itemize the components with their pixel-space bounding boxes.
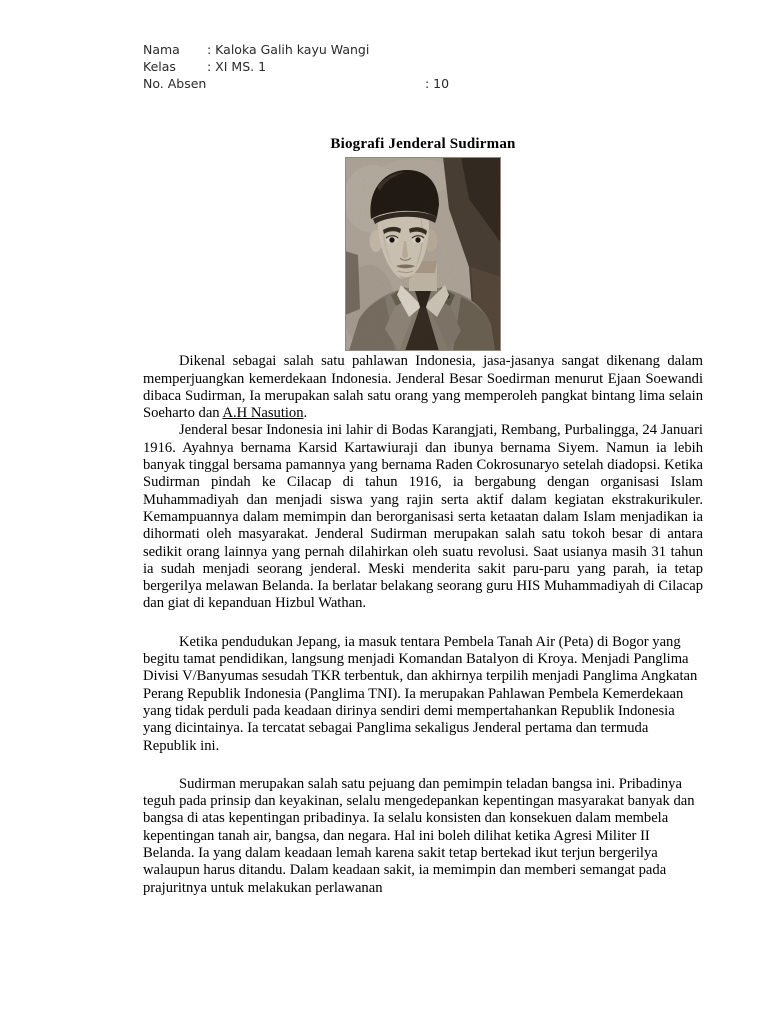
paragraph-military-career: Ketika pendudukan Jepang, ia masuk tentara Pembela Tanah Air (Peta) di Bogor yang begitu tamat pendidikan, langsung menjadi Komandan Batalyon di Kroya. Menjadi Panglima Divisi V/Banyumas sesudah TKR terbentuk, dan akhirnya terpilih menjadi Panglima Angkatan Perang Republik Indonesia (Panglima TNI). Ia merupakan Pahlawan Pembela Kemerdekaan yang tidak perduli pada keadaan dirinya sendiri demi mempertahankan Republik Indonesia yang dicintainya. Ia tercatat sebagai Panglima sekaligus Jenderal pertama dan termuda Republik ini. xyxy=(143,633,698,754)
absen-label: No. Absen xyxy=(143,76,207,91)
student-header xyxy=(143,41,703,92)
kelas-label: Kelas xyxy=(143,59,176,74)
page-title: Biografi Jenderal Sudirman xyxy=(330,136,516,152)
absen-value: : 10 xyxy=(425,76,450,91)
paragraph-leadership: Sudirman merupakan salah satu pejuang dan pemimpin teladan bangsa ini. Pribadinya teguh pada prinsip dan keyakinan, selalu mengedepankan kepentingan masyarakat banyak dan bangsa di atas kepentingan pribadinya. Ia selalu konsisten dan konsekuen dalam membela kepentingan tanah air, bangsa, dan negara. Hal ini boleh dilihat ketika Agresi Militer II Belanda. Ia yang dalam keadaan lemah karena sakit tetap bertekad ikut terjun bergerilya walaupun harus ditandu. Dalam keadaan sakit, ia memimpin dan memberi semangat pada prajuritnya untuk melakukan perlawanan xyxy=(143,775,695,896)
header-row-kelas xyxy=(143,58,703,75)
paragraph-intro-period: . xyxy=(303,405,308,422)
header-row-absen xyxy=(143,75,703,92)
sudirman-portrait-photo xyxy=(345,157,501,351)
kelas-value: : XI MS. 1 xyxy=(207,59,267,74)
portrait-photo-image xyxy=(345,157,501,351)
header-row-nama xyxy=(143,41,703,58)
paragraph-early-life: Jenderal besar Indonesia ini lahir di Bodas Karangjati, Rembang, Purbalingga, 24 Januari 1916. Ayahnya bernama Karsid Kartawiuraji dan ibunya bernama Siyem. Namun ia lebih banyak tinggal bersama pamannya yang bernama Raden Cokrosunaryo setelah diadopsi. Ketika Sudirman pindah ke Cilacap di tahun 1916, ia bergabung dengan organisasi Islam Muhammadiyah dan menjadi siswa yang rajin serta aktif dalam kegiatan ekstrakurikuler. Kemampuannya dalam memimpin dan berorganisasi serta ketaatan dalam Islam menjadikan ia dihormati oleh masyarakat. Jenderal Sudirman merupakan salah satu tokoh besar di antara sedikit orang lainnya yang pernah dilahirkan oleh suatu revolusi. Saat usianya masih 31 tahun ia sudah menjadi seorang jenderal. Meski menderita sakit paru-paru yang parah, ia tetap bergerilya melawan Belanda. Ia berlatar belakang seorang guru HIS Muhammadiyah di Cilacap dan giat di kepanduan Hizbul Wathan. xyxy=(143,422,703,612)
paragraph-intro-text: Dikenal sebagai salah satu pahlawan Indonesia, jasa-jasanya sangat dikenang dalam memperjuangkan kemerdekaan Indonesia. Jenderal Besar Soedirman menurut Ejaan Soewandi dibaca Sudirman, Ia merupakan salah satu orang yang memperoleh pangkat bintang lima selain Soeharto dan xyxy=(143,353,703,422)
paragraph-intro xyxy=(143,353,703,422)
nama-label: Nama xyxy=(143,42,180,57)
nama-value: : Kaloka Galih kayu Wangi xyxy=(207,42,370,57)
nasution-link[interactable]: A.H Nasution xyxy=(222,405,304,422)
document-content xyxy=(143,136,703,897)
